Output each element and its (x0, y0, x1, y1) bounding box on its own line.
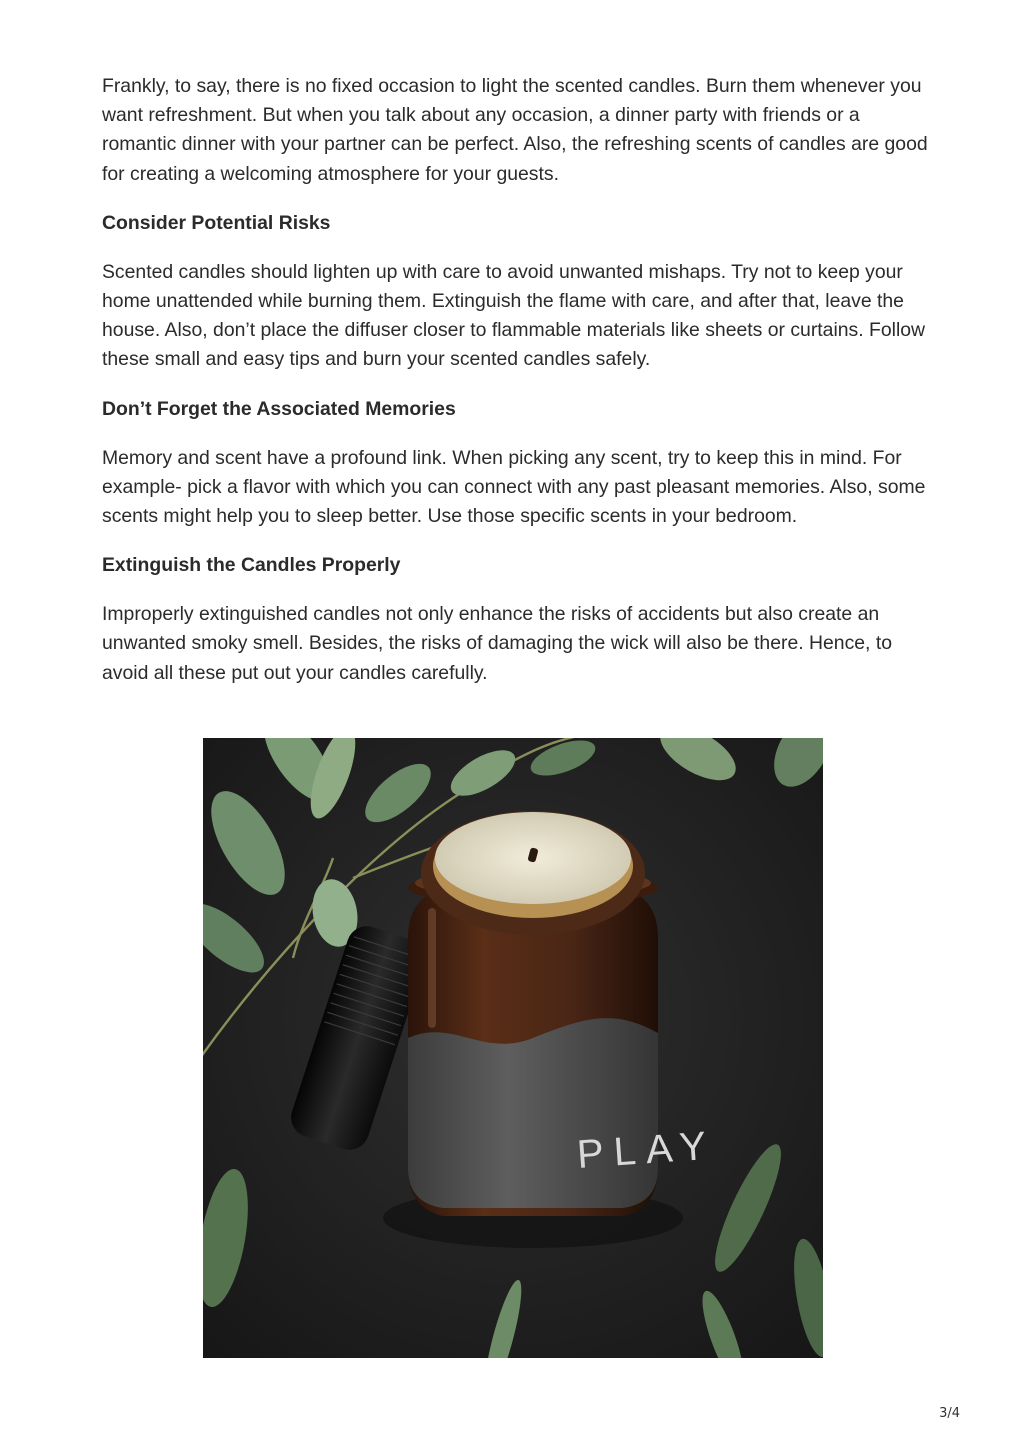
heading-extinguish: Extinguish the Candles Properly (102, 554, 401, 577)
paragraph-extinguish: Improperly extinguished candles not only enhance the risks of accidents but also create an unwanted smoky smell. Besides, the risks of damaging the wick will also be there. Hence, to avoid all these put out your candles carefully. (102, 603, 892, 684)
paragraph-memories: Memory and scent have a profound link. When picking any scent, try to keep this in mind. For example- pick a flavor with which you can connect with any past pleasant memories. Also, some scents might help you to sleep better. Use those specific scents in your bedroom. (102, 446, 926, 528)
heading-memories: Don’t Forget the Associated Memories (102, 397, 456, 420)
article-body (102, 72, 932, 708)
page-number: 3/4 (939, 1406, 960, 1421)
heading-consider-risks: Consider Potential Risks (102, 211, 331, 234)
jar-label-text: PLAY (575, 1123, 718, 1177)
candle-photo (203, 738, 823, 1358)
paragraph-occasion: Frankly, to say, there is no fixed occasion to light the scented candles. Burn them whenever you want refreshment. But when you talk about any occasion, a dinner party with friends or a romantic dinner with your partner can be perfect. Also, the refreshing scents of candles are good for creating a welcoming atmosphere for your guests. (102, 75, 928, 185)
paragraph-risks: Scented candles should lighten up with care to avoid unwanted mishaps. Try not to keep your home unattended while burning them. Extinguish the flame with care, and after that, leave the house. Also, don’t place the diffuser closer to flammable materials like sheets or curtains. Follow these small and easy tips and burn your scented candles safely. (102, 260, 926, 371)
